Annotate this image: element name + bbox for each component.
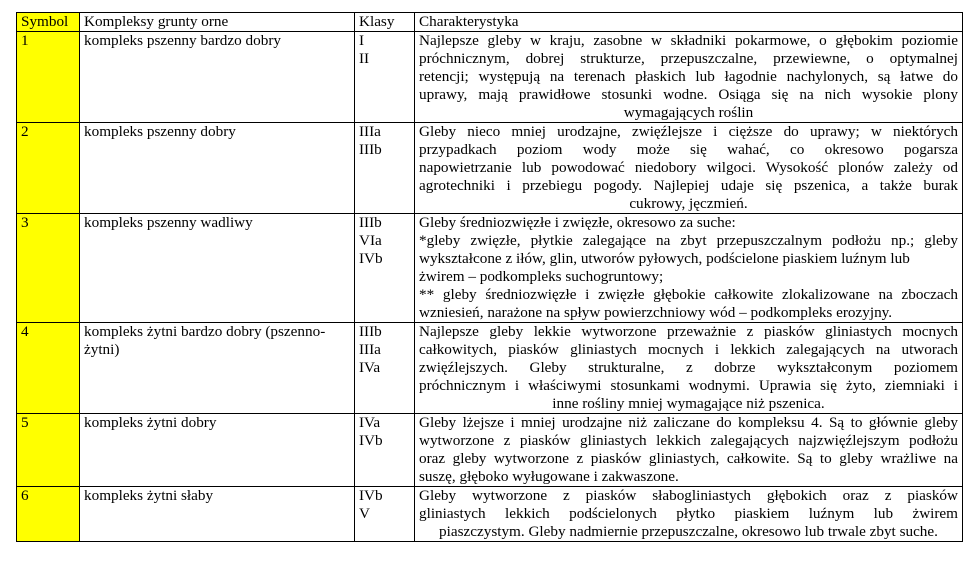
table-row [17, 32, 963, 123]
charakterystyka-line: wykształcone z iłów, glin, utworów pyłowych, podścielone piaskiem luźnym lub [419, 250, 910, 267]
row-symbol: 1 [17, 32, 80, 123]
row-charakterystyka [415, 414, 963, 487]
klasa-label: IIIb [359, 141, 382, 158]
charakterystyka-line: napowietrzanie lub powodować niedobory wilgoci. Wysokość plonów zależy od [419, 159, 958, 176]
header-row [17, 13, 963, 32]
klasa-label: IVb [359, 432, 383, 449]
row-symbol: 6 [17, 487, 80, 542]
row-klasy [355, 214, 415, 323]
row-charakterystyka [415, 487, 963, 542]
charakterystyka-line: gliniastych lekkich podścielonych płytko piaskiem luźnym lub żwirem [419, 505, 958, 522]
charakterystyka-line: Gleby nieco mniej urodzajne, zwięźlejsze i cięższe do uprawy; w niektórych [419, 123, 958, 140]
row-kompleks: kompleks pszenny wadliwy [80, 214, 355, 323]
row-symbol: 3 [17, 214, 80, 323]
row-charakterystyka [415, 323, 963, 414]
row-charakterystyka [415, 123, 963, 214]
klasa-label: IVa [359, 359, 381, 376]
klasa-label: VIa [359, 232, 382, 249]
klasa-label: IIIa [359, 123, 381, 140]
table-row [17, 123, 963, 214]
charakterystyka-line: wzniesień, narażone na spływ powierzchniowy wód – podkompleks erozyjny. [419, 304, 893, 321]
charakterystyka-line: oraz gleby wytworzone z piasków gliniastych, całkowite. Są to gleby wrażliwe na [419, 450, 958, 467]
row-kompleks: kompleks pszenny bardzo dobry [80, 32, 355, 123]
charakterystyka-line: inne rośliny mniej wymagające niż pszenica. [552, 395, 825, 412]
charakterystyka-line: Gleby lżejsze i mniej urodzajne niż zaliczane do kompleksu 4. Są to głównie gleby [419, 414, 958, 431]
klasa-label: IVa [359, 414, 381, 431]
klasa-label: IIIa [359, 341, 381, 358]
charakterystyka-line: próchnicznym, dobrej strukturze, przepuszczalne, przewiewne, o optymalnej [419, 50, 958, 67]
table-row [17, 487, 963, 542]
charakterystyka-line: żwirem – podkompleks suchogruntowy; [419, 268, 664, 285]
charakterystyka-line: przypadkach poziom wody może się wahać, co okresowo pogarsza [419, 141, 958, 158]
row-klasy [355, 487, 415, 542]
soil-complex-table [16, 12, 963, 542]
charakterystyka-line: Najlepsze gleby w kraju, zasobne w składniki pokarmowe, o głębokim poziomie [419, 32, 958, 49]
row-klasy [355, 414, 415, 487]
klasa-label: IVb [359, 487, 383, 504]
charakterystyka-line: suszę, głęboko wyługowane i zakwaszone. [419, 468, 679, 485]
klasa-label: IVb [359, 250, 383, 267]
charakterystyka-line: piaszczystym. Gleby nadmiernie przepuszczalne, okresowo lub trwale zbyt suche. [439, 523, 938, 540]
charakterystyka-line: uprawy, mają prawidłowe stosunki wodne. Osiąga się na nich wysokie plony [419, 86, 958, 103]
charakterystyka-line: próchnicznym i właściwymi stosunkami wodnymi. Uprawia się żyto, ziemniaki i [419, 377, 958, 394]
row-charakterystyka [415, 32, 963, 123]
row-symbol: 4 [17, 323, 80, 414]
row-kompleks: kompleks żytni słaby [80, 487, 355, 542]
charakterystyka-line: zwięźlejszych. Gleby strukturalne, z dobrze wykształconym poziomem [419, 359, 958, 376]
klasa-label: V [359, 505, 370, 522]
charakterystyka-line: ** gleby średniozwięzłe i zwięzłe głębokie całkowite zlokalizowane na zboczach [419, 286, 958, 303]
table-row [17, 323, 963, 414]
charakterystyka-line: *gleby zwięzłe, płytkie zalegające na zbyt przepuszczalnym podłożu np.; gleby [419, 232, 958, 249]
klasa-label: II [359, 50, 370, 67]
header-klasy: Klasy [355, 13, 415, 32]
klasa-label: I [359, 32, 365, 49]
row-kompleks: kompleks żytni bardzo dobry (pszenno-żytni) [80, 323, 355, 414]
header-symbol: Symbol [17, 13, 80, 32]
charakterystyka-line: Gleby średniozwięzłe i zwięzłe, okresowo za suche: [419, 214, 736, 231]
charakterystyka-line: Najlepsze gleby lekkie wytworzone przeważnie z piasków gliniastych mocnych [419, 323, 958, 340]
row-charakterystyka [415, 214, 963, 323]
charakterystyka-line: Gleby wytworzone z piasków słabogliniastych głębokich oraz z piasków [419, 487, 958, 504]
charakterystyka-line: retencji; występują na terenach płaskich lub łagodnie nachylonych, są łatwe do [419, 68, 958, 85]
header-charakterystyka: Charakterystyka [415, 13, 963, 32]
charakterystyka-line: agrotechniki i przebiegu pogody. Najlepiej udaje się pszenica, a także burak [419, 177, 958, 194]
row-kompleks: kompleks żytni dobry [80, 414, 355, 487]
charakterystyka-line: całkowitych, piasków gliniastych mocnych i lekkich zalegających na utworach [419, 341, 958, 358]
charakterystyka-line: cukrowy, jęczmień. [629, 195, 748, 212]
row-symbol: 5 [17, 414, 80, 487]
row-symbol: 2 [17, 123, 80, 214]
table-row [17, 214, 963, 323]
row-klasy [355, 32, 415, 123]
charakterystyka-line: wytworzone z piasków gliniastych lekkich zalegających najzwięźlejszym podłożu [419, 432, 958, 449]
row-klasy [355, 323, 415, 414]
table-row [17, 414, 963, 487]
klasa-label: IIIb [359, 323, 382, 340]
row-kompleks: kompleks pszenny dobry [80, 123, 355, 214]
header-kompleks: Kompleksy grunty orne [80, 13, 355, 32]
row-klasy [355, 123, 415, 214]
klasa-label: IIIb [359, 214, 382, 231]
charakterystyka-line: wymagających roślin [623, 104, 754, 121]
